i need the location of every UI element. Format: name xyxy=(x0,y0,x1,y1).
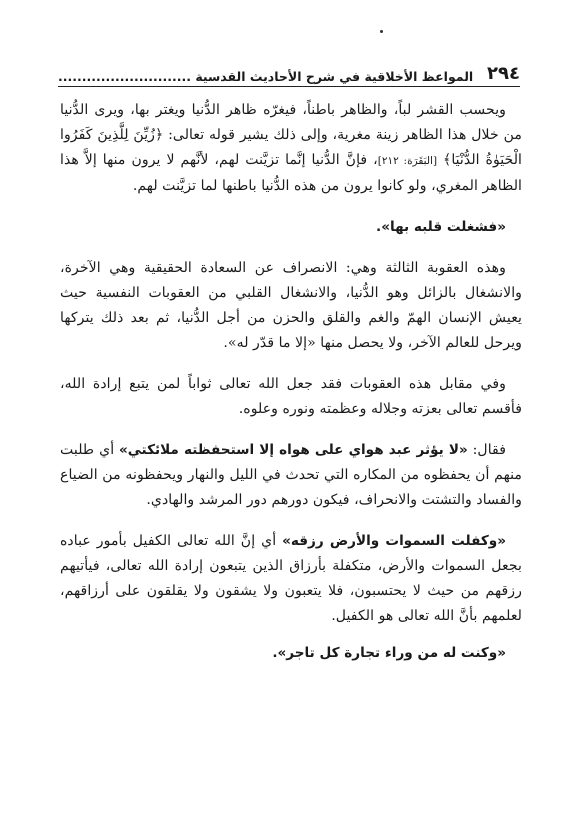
paragraph-1-text: ويحسب القشر لباً، والظاهر باطناً، فيغرّه ظاهر الدُّنيا ويغتر بها، ويرى الدُّنيا من خلال هذا الظاهر زينة مغرية، وإلى ذلك يشير قوله تعالى: xyxy=(60,102,523,143)
paragraph-4: وفي مقابل هذه العقوبات فقد جعل الله تعالى ثواباً لمن يتبع إرادة الله، فأقسم تعالى بعزته وجلاله وعظمته ونوره وعلوه. xyxy=(60,376,522,417)
running-title-text: المواعظ الأخلاقية في شرح الأحاديث القدسية xyxy=(195,69,474,84)
hadith-quote: «لا يؤثر عبد هواي على هواه إلا استحفظته ملائكتي» xyxy=(119,442,468,458)
page-header xyxy=(58,58,520,87)
hadith-quote: «وكفلت السموات والأرض رزقه» xyxy=(282,533,507,549)
paragraph-5 xyxy=(60,438,522,513)
paragraph-7 xyxy=(60,641,522,666)
paragraph-3: وهذه العقوبة الثالثة وهي: الانصراف عن السعادة الحقيقية وهي الآخرة، والانشغال بالزائل وهو الدُّنيا، والانشغال القلبي من العقوبات النفسية حيث يعيش الإنسان الهمّ والغم والقلق والحزن من أجل الدُّنيا، ثم بعد ذلك يتركها ويرحل للعالم الآخر، ولا يحصل منها «إلا ما قدّر له». xyxy=(60,260,522,351)
leader-dots: ............................ xyxy=(58,69,191,84)
hadith-quote-heading: «وكنت له من وراء تجارة كل تاجر». xyxy=(272,645,506,661)
paragraph-1-continuation: ، فإنَّ الدُّنيا إنَّما تزيَّنت لهم، لأنَّهم لا يرون منها إلاَّ هذا الظاهر المغري، ولو كانوا يرون من هذه الدُّنيا باطنها لما تزيَّنت لهم. xyxy=(60,152,522,194)
hadith-quote-heading: «فشغلت قلبه بها». xyxy=(376,219,506,235)
paragraph-5-lead: فقال: xyxy=(467,442,506,458)
page-body xyxy=(60,98,522,666)
running-title xyxy=(58,69,473,84)
paragraph-2 xyxy=(60,215,522,240)
paragraph-1 xyxy=(60,98,522,199)
paragraph-5-text: أي طلبت منهم أن يحفظوه من المكاره التي تحدث في الليل والنهار ويحفظونه من الضياع والفساد والتشتت والانحراف، فيكون دورهم دور المرشد والهادي. xyxy=(60,442,522,508)
paragraph-6 xyxy=(60,529,522,629)
quran-verse: ﴿زُيِّنَ لِلَّذِينَ كَفَرُوا الْحَيَوٰةُ الدُّنْيَا﴾ xyxy=(60,127,522,168)
verse-reference: [البَقَرَة: ٢١٢] xyxy=(377,155,438,167)
page-number: ٢٩٤ xyxy=(487,63,520,84)
ornament-dot xyxy=(380,30,383,33)
paragraph-6-text: أي إنَّ الله تعالى الكفيل بأمور عباده بجعل السموات والأرض، متكفلة بأرزاق الذين يتبعون إرادة الله تعالى، فيأتيهم رزقهم من حيث لا يحتسبون، فلا يتعبون ولا يشقون ولا يقلقون على أرزاقهم، لعلمهم بأنَّ الله تعالى هو الكفيل. xyxy=(60,533,522,624)
